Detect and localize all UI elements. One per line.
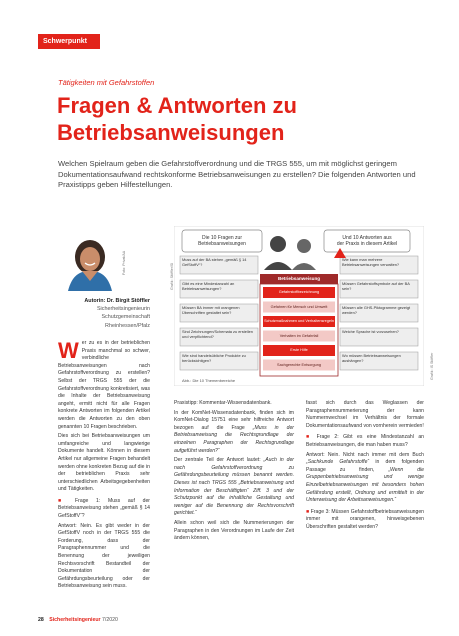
- photo-credit: Foto: Privat/AA: [122, 250, 126, 275]
- author-name: Autorin: Dr. Birgit Stöffler: [84, 298, 150, 304]
- col3-a2-text: Antwort: Nein. Nicht nach immer mit dem Buch: [306, 451, 424, 458]
- column-2: [174, 400, 294, 543]
- author-block: [58, 297, 150, 330]
- col1-q1-text: Frage 1: Muss auf der Betriebsanweisung stehen „gemäß § 14 GefStoffV“?: [58, 497, 150, 520]
- col2-p3-quote: „Auch in der nach Gefahrstoffverordnung zu Gefährdungsbeurteilung müssen benannt werden. Dieses ist nach TRGS 555 „Betriebsanweisung und Information der Beschäftigten“ Ziff. 3 und der Schutzpunkt auf die inhaltliche Gestaltung und weniger auf die Benennung der Rechtsvorschrift gerichtet.“: [174, 457, 294, 517]
- col3-q2-text: Frage 2: Gibt es eine Mindestanzahl an Betriebsanweisungen, die man haben muss?: [306, 434, 424, 448]
- figure-right-item-2: Müssen Gefahrstoffsymbole auf der BA sein?: [342, 281, 410, 291]
- col2-tip: Praxistipp: Kommentar-Wissensdatenbank.: [174, 400, 272, 406]
- figure-caption: Abb.: Die 10 Themenbereiche: [182, 378, 236, 383]
- col2-paragraph-2: [174, 410, 294, 456]
- col1-paragraph-2: Dies sich bei Betriebsanweisungen um umfangreiche und langwierige Dokumente handelt. Können in diesem Artikel nur allgemeine Fragen behandelt werden ohne konkreten Bezug auf die in der betrieblichen Praxis sehr unterschiedlichen Arbeitsgegebenheiten und Tätigkeiten.: [58, 433, 150, 493]
- author-company: Schutzgemeinschaft: [101, 314, 150, 321]
- col1-p1-text: er zu es in der betrieblichen Praxis manchmal so schwer, verbindliche Betriebsanweisungen nach Gefahrstoffverordnung zu erstellen? Selbst der TRGS 555 der die Gefahrstoffverordnung konkretisiert, was die Inhalte der Betriebsanweisung angeht, ermitt nicht für alle Fragen konkrete Antworten im folgenden Artikel werden die Antworten zu den oben genannten 10 Fragen beschrieben.: [58, 340, 150, 430]
- figure-left-title: [184, 235, 260, 247]
- article-lead: Welchen Spielraum geben die Gefahrstoffverordnung und die TRGS 555, um mit möglichst geringem Dokumentationsaufwand rechtskonforme Betriebsanweisungen zu erstellen? Die folgenden Antworten und Praxistipps geben Hilfestellungen.: [58, 159, 416, 189]
- figure-credit-right: Grafik: IS Stöffler: [430, 352, 434, 380]
- col3-q3-text: Frage 3: Müssen Gefahrstoffbetriebsanweisungen immer mit orangenen, hinweisgebenen Überschriften gestaltet werden?: [306, 508, 424, 530]
- col3-question-3: [306, 509, 424, 532]
- col3-question-2: [306, 434, 424, 449]
- figure-left-item-3: Müssen BA immer mit orangenen Überschriften gestaltet sein?: [182, 305, 240, 315]
- figure-right-title: [326, 235, 408, 247]
- dropcap: W: [58, 338, 79, 363]
- figure-left-item-5: Wie sind handelsübliche Produkte zu berücksichtigen?: [182, 353, 246, 363]
- issue-number: 7/2020: [102, 617, 118, 623]
- figure-left-item-4: Sind Zeichnungen/Schemata zu erstellen und verpflichtend?: [182, 329, 253, 339]
- column-3: [306, 400, 424, 532]
- figure: [174, 226, 424, 386]
- figure-left-title-2: Betriebsanweisungen: [198, 241, 246, 247]
- col2-paragraph-3: [174, 457, 294, 518]
- author-role: Sicherheitsingenieurin: [96, 306, 150, 313]
- figure-center-row-label-6: Sachgerechte Entsorgung: [277, 362, 321, 367]
- author-photo: [58, 233, 118, 291]
- magazine-name: Sicherheitsingenieur: [49, 617, 101, 623]
- figure-center-row-label-2: Gefahren für Mensch und Umwelt: [270, 304, 328, 309]
- col2-p2-text: In der KomNet-Wissensdatenbank, finden sich im KomNet-Dialog 15751 eine sehr hilfreiche Antwort bezogen auf die Frage: [174, 409, 294, 431]
- col2-paragraph-4: Allein schon weil sich die Nummerierungen der Paragraphen in den Verordnungen im Laufe der Zeit ändern können,: [174, 519, 294, 542]
- bullet-icon: ■: [306, 434, 317, 441]
- figure-left-item-1: Muss auf der BA stehen „gemäß § 14 GefStoffV“?: [182, 257, 247, 267]
- article-kicker: Tätigkeiten mit Gefahrstoffen: [58, 78, 155, 87]
- figure-right-title-2: der Praxis in diesem Artikel: [336, 241, 398, 247]
- page-number: 28: [38, 617, 44, 623]
- figure-right-title-1: Und 10 Antworten aus: [342, 235, 392, 241]
- figure-center-row-label-4: Verhalten im Gefahrfall: [279, 333, 319, 338]
- figure-right-item-3: Müssen alle GHS-Piktogramme gezeigt werden?: [342, 305, 411, 315]
- col1-paragraph-1: [58, 340, 150, 431]
- col2-p3-text: Der zentrale Teil der Antwort lautet:: [174, 457, 261, 464]
- figure-right-item-4: Welche Sprache ist vorzusehen?: [342, 329, 399, 334]
- col3-paragraph-1: fasst sich durch das Weglassen der Paragraphennummerierung der kann Nummernwechsel im Verhältnis der formale Dokumentationsaufwand von vornherein vermieden!: [306, 400, 424, 429]
- col3-answer-2: [306, 452, 424, 505]
- col3-a2-book: „Sachkunde Gefahrstoffe“: [306, 459, 370, 466]
- bullet-icon: ■: [306, 508, 311, 515]
- figure-right-item-1: Wie kann man mehrere Betriebsanweisungen verwalten?: [342, 257, 400, 267]
- author-place: Rheinhessen/Pfalz: [105, 322, 150, 329]
- col3-a2-text-2: in dem folgenden Passage zu finden,: [306, 459, 425, 473]
- col1-answer-1: Antwort: Nein. Es gibt weder in der GefStoffV noch in der TRGS 555 die Forderung, dass der Paragraphennummer und die Benennung der jeweiligen Rechtsvorschrift Bestandteil der Dokumentation der Gefährdungsbeurteilung oder der Betriebsanweisung sein muss.: [58, 522, 150, 590]
- figure-credit-left: Grafik: Stöffler/SI: [170, 262, 174, 290]
- figure-center-row-label-5: Erste Hilfe: [290, 348, 308, 352]
- col2-p2-quote: „Muss in der Betriebsanweisung die Rechtsgrundlage der einzelnen Paragraphen der Rechtsgrundlage aufgeführt werden?“: [174, 424, 294, 454]
- figure-center-title: Betriebsanweisung: [277, 276, 321, 281]
- figure-left-title-1: Die 10 Fragen zur: [201, 235, 243, 241]
- figure-left-item-2: Gibt es eine Mindestanzahl an Betriebsanweisungen?: [182, 281, 235, 291]
- column-1: [58, 340, 150, 591]
- section-tag: Schwerpunkt: [38, 34, 100, 49]
- bullet-icon: ■: [58, 497, 76, 504]
- figure-right-item-5: Wo müssen Betriebsanweisungen aushängen?: [342, 353, 401, 363]
- figure-center-row-label-3: Schutzmaßnahmen und Verhaltensregeln: [264, 319, 334, 323]
- col3-a2-quote: „Wenn die Gruppenbetriebsanweisung und wenige Einzelbetriebsanweisungen mit besonders hohen Gefährdung erstellt, Ordnung und ermittelt in der Unterweisung der Arbeitsanweisungen.“: [306, 466, 424, 504]
- figure-center-row-label-1: Gefahrstoffbezeichnung: [278, 290, 320, 294]
- page-footer: [38, 617, 118, 623]
- author-portrait-image: [58, 233, 118, 291]
- col1-question-1: [58, 498, 150, 521]
- article-title: Fragen & Antworten zu Betriebsanweisungen: [57, 93, 297, 145]
